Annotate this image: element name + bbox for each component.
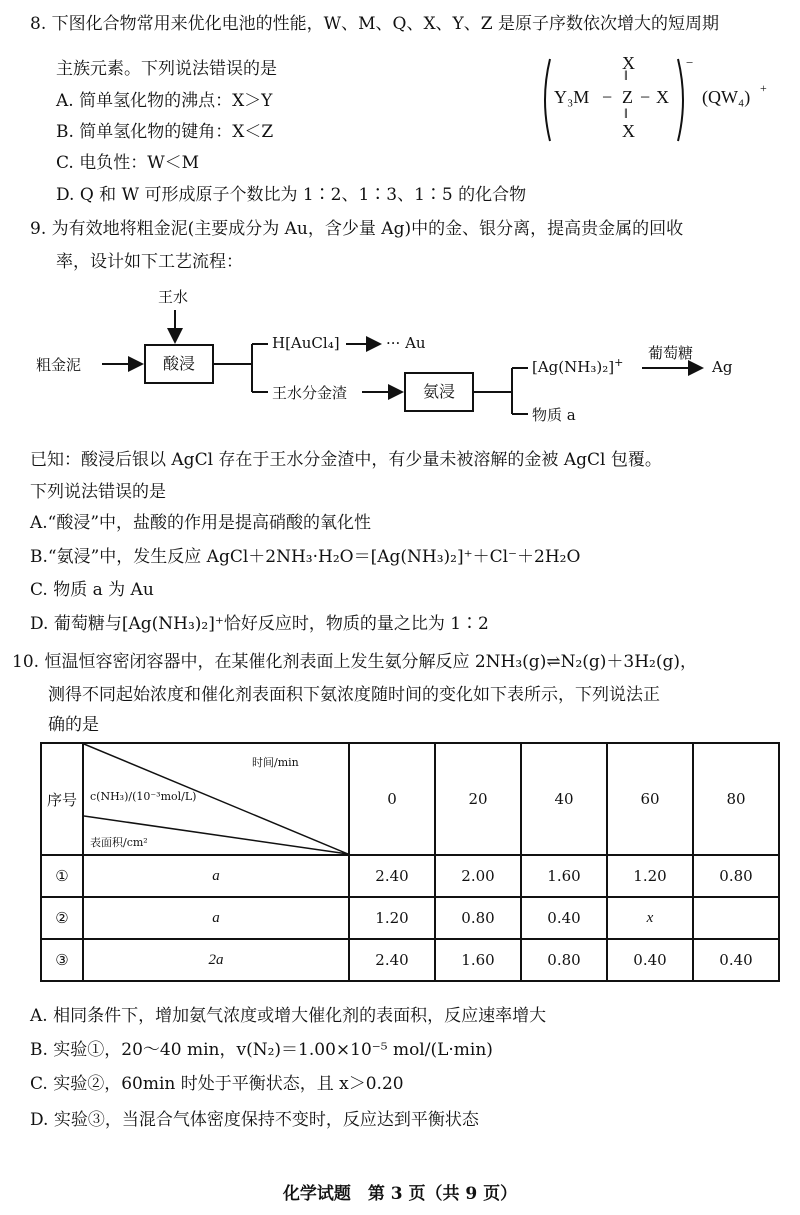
table-row: [41, 897, 779, 939]
q10-option-d: D. 实验③，当混合气体密度保持不变时，反应达到平衡状态: [30, 1110, 479, 1130]
row-value: 0.40: [521, 897, 607, 939]
struct-cation: (QW₄): [702, 87, 751, 107]
flow-complex-charge: +: [614, 356, 624, 369]
q10-option-c: C. 实验②，60min 时处于平衡状态，且 x＞0.20: [30, 1074, 404, 1094]
q9-option-d: D. 葡萄糖与[Ag(NH₃)₂]⁺恰好反应时，物质的量之比为 1∶2: [30, 614, 489, 634]
q10-data-table: [40, 742, 780, 982]
row-value: 1.60: [435, 939, 521, 981]
q8-stem-line2: 主族元素。下列说法错误的是: [56, 59, 277, 79]
header-diagonal-cell: [83, 743, 349, 855]
q8-stem-line1: 8. 下图化合物常用来优化电池的性能，W、M、Q、X、Y、Z 是原子序数依次增大的短周期: [30, 14, 719, 34]
struct-anion-charge: −: [686, 55, 694, 70]
q10-option-a: A. 相同条件下，增加氨气浓度或增大催化剂的表面积，反应速率增大: [30, 1006, 547, 1026]
row-area: a: [83, 897, 349, 939]
struct-bottom-atom: X: [622, 121, 635, 141]
struct-center-atom: Z: [622, 87, 633, 107]
flow-product1: H[AuCl₄]: [272, 334, 340, 352]
header-time-20: 20: [435, 743, 521, 855]
right-bracket: [678, 59, 683, 141]
row-value: 2.00: [435, 855, 521, 897]
diag-area-label: 表面积/cm²: [90, 836, 148, 849]
q9-flow-diagram: [30, 280, 770, 440]
q8-option-d: D. Q 和 W 可形成原子个数比为 1∶2、1∶3、1∶5 的化合物: [56, 185, 527, 205]
row-value: 1.60: [521, 855, 607, 897]
row-value: [693, 897, 779, 939]
q9-option-b: B.“氨浸”中，发生反应 AgCl＋2NH₃·H₂O＝[Ag(NH₃)₂]⁺＋Cl⁻＋2H₂O: [30, 547, 581, 567]
q10-stem-line3: 确的是: [48, 715, 99, 735]
row-value: 2.40: [349, 939, 435, 981]
header-index: 序号: [41, 743, 83, 855]
row-value: x: [607, 897, 693, 939]
struct-top-atom: X: [622, 53, 635, 73]
struct-dash-left: −: [602, 87, 613, 107]
row-value: 0.40: [693, 939, 779, 981]
row-value: 0.80: [435, 897, 521, 939]
flow-substance-a: 物质 a: [532, 406, 576, 424]
struct-dash-right: −: [640, 87, 651, 107]
q8-structure-diagram: [538, 55, 798, 145]
q8-option-b: B. 简单氢化物的键角：X＜Z: [56, 122, 274, 142]
struct-cation-charge: +: [760, 81, 767, 95]
row-value: 1.20: [607, 855, 693, 897]
header-time-60: 60: [607, 743, 693, 855]
flow-complex: [532, 358, 623, 376]
row-value: 0.40: [607, 939, 693, 981]
q9-option-c: C. 物质 a 为 Au: [30, 580, 154, 600]
page-footer: 化学试题 第 3 页（共 9 页）: [282, 1184, 518, 1204]
row-index: ②: [41, 897, 83, 939]
flow-complex-formula: [Ag(NH₃)₂]: [532, 358, 615, 376]
struct-left-group: Y₃M: [554, 87, 590, 107]
row-index: ①: [41, 855, 83, 897]
table-header-row: [41, 743, 779, 855]
flow-box-ammonia-leach: 氨浸: [404, 372, 474, 412]
table-row: [41, 855, 779, 897]
q10-stem-line1: 10. 恒温恒容密闭容器中，在某催化剂表面上发生氨分解反应 2NH₃(g)⇌N₂(g)＋3H₂(g)，: [12, 652, 698, 672]
q9-option-a: A.“酸浸”中，盐酸的作用是提高硝酸的氧化性: [30, 513, 372, 533]
row-value: 0.80: [693, 855, 779, 897]
q9-stem-line2: 率，设计如下工艺流程：: [56, 252, 243, 272]
q9-ask: 下列说法错误的是: [30, 482, 166, 502]
flow-reagent-glucose: 葡萄糖: [648, 344, 694, 362]
struct-top-double-bond: ‖: [624, 69, 628, 84]
row-area: 2a: [83, 939, 349, 981]
q9-known: 已知：酸浸后银以 AgCl 存在于王水分金渣中，有少量未被溶解的金被 AgCl 包覆。: [30, 450, 662, 470]
diag-conc-label: c(NH₃)/(10⁻³mol/L): [90, 790, 197, 803]
flow-product1-tail: ··· Au: [386, 334, 426, 352]
header-time-80: 80: [693, 743, 779, 855]
table-row: [41, 939, 779, 981]
header-time-40: 40: [521, 743, 607, 855]
q10-stem-line2: 测得不同起始浓度和催化剂表面积下氨浓度随时间的变化如下表所示，下列说法正: [48, 685, 660, 705]
row-value: 1.20: [349, 897, 435, 939]
left-bracket: [545, 59, 550, 141]
q8-option-a: A. 简单氢化物的沸点：X＞Y: [56, 91, 273, 111]
row-value: 0.80: [521, 939, 607, 981]
flow-residue: 王水分金渣: [272, 384, 348, 402]
q8-option-c: C. 电负性：W＜M: [56, 153, 200, 173]
diagonal-header: [84, 744, 348, 854]
flow-start-material: 粗金泥: [36, 356, 82, 374]
struct-bottom-double-bond: ‖: [624, 107, 628, 122]
flow-box-acid-leach: 酸浸: [144, 344, 214, 384]
row-index: ③: [41, 939, 83, 981]
q9-stem-line1: 9. 为有效地将粗金泥(主要成分为 Au，含少量 Ag)中的金、银分离，提高贵金属的回收: [30, 219, 684, 239]
q10-option-b: B. 实验①，20～40 min，v(N₂)＝1.00×10⁻⁵ mol/(L·min): [30, 1040, 493, 1060]
struct-right-atom: X: [656, 87, 669, 107]
row-value: 2.40: [349, 855, 435, 897]
flow-reagent-aqua-regia: 王水: [158, 288, 189, 306]
flow-final-product: Ag: [712, 358, 733, 376]
row-area: a: [83, 855, 349, 897]
diag-time-label: 时间/min: [252, 756, 299, 769]
header-time-0: 0: [349, 743, 435, 855]
